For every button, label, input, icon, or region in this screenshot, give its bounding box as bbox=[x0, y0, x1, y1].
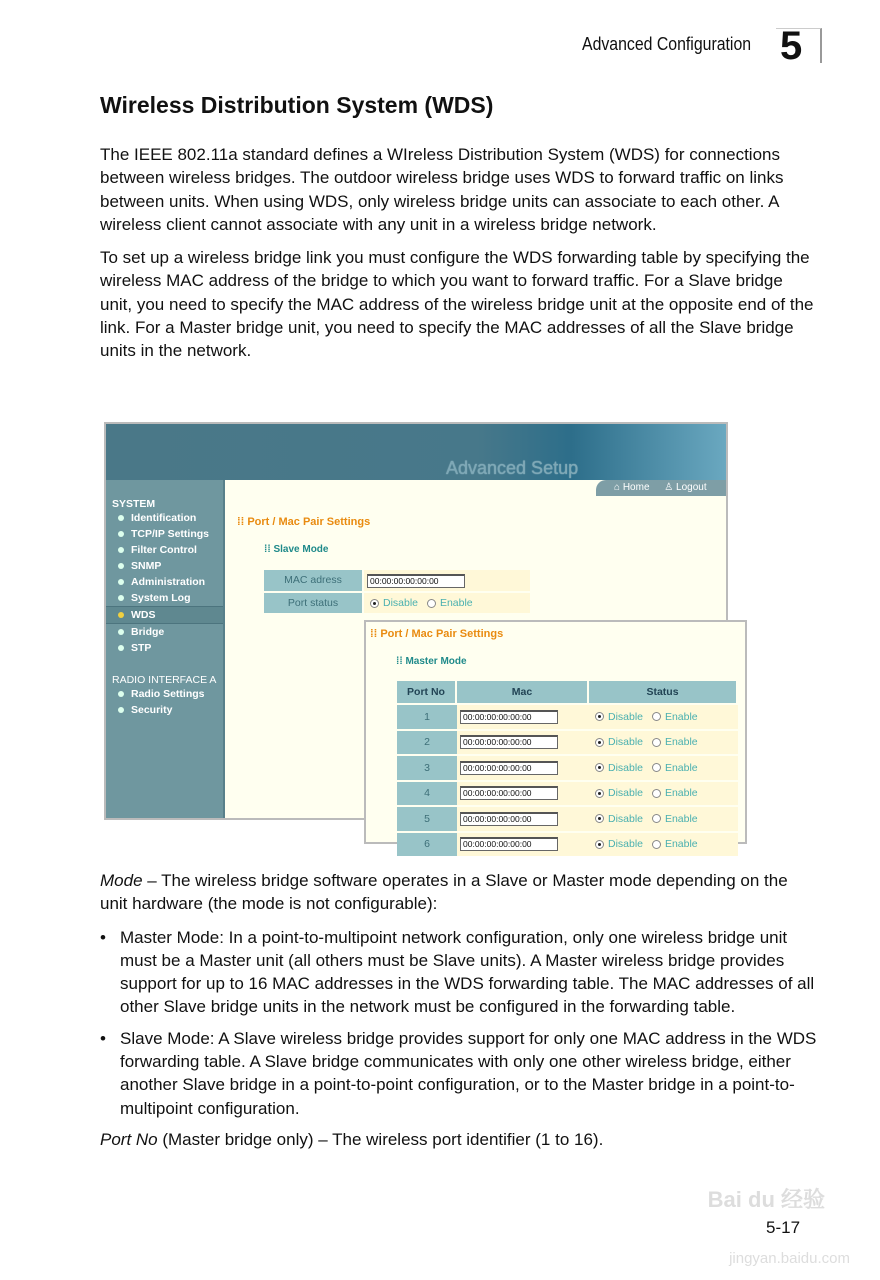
port-number: 6 bbox=[397, 831, 457, 857]
watermark-logo: Bai du 经验 bbox=[707, 1187, 825, 1212]
portno-paragraph bbox=[100, 1128, 818, 1151]
watermark-url: jingyan.baidu.com bbox=[729, 1250, 850, 1267]
bullet-icon bbox=[118, 612, 124, 618]
mac-cell bbox=[364, 570, 530, 591]
section-heading-text: Port / Mac Pair Settings bbox=[247, 516, 371, 528]
disable-radio[interactable] bbox=[595, 789, 604, 798]
term: Port No bbox=[100, 1129, 158, 1149]
page-number: 5-17 bbox=[766, 1218, 801, 1237]
grid-icon: ⁞⁞ bbox=[396, 656, 406, 667]
enable-radio[interactable] bbox=[652, 738, 661, 747]
running-header: Advanced Configuration bbox=[582, 34, 752, 54]
sidebar-item-administration[interactable] bbox=[106, 574, 223, 590]
sidebar-item-system-log[interactable] bbox=[106, 590, 223, 606]
bullet-item: • Master Mode: In a point-to-multipoint network configuration, only one wireless bridge unit must be a Master unit (all others must be Slave units). A Master wireless bridge provides support for up to 16 MAC addresses in the WDS forwarding table. The MAC addresses of all other Slave bridge units in the network must be configured in the forwarding table. bbox=[100, 926, 818, 1019]
bullet-item: • Slave Mode: A Slave wireless bridge provides support for only one MAC address in the WDS forwarding table. A Slave bridge communicates with only one other wireless bridge, either another Slave bridge in a point-to-point configuration, or to the Master bridge in a point-to-multipoint configuration. bbox=[100, 1027, 818, 1120]
definitions-text bbox=[100, 869, 818, 1161]
section-heading bbox=[370, 628, 503, 640]
mac-input[interactable]: 00:00:00:00:00:00 bbox=[460, 837, 558, 851]
sidebar-item-identification[interactable] bbox=[106, 510, 223, 526]
disable-radio[interactable] bbox=[370, 599, 379, 608]
grid-icon: ⁞⁞ bbox=[237, 516, 245, 528]
intro-text bbox=[100, 143, 818, 373]
table-row bbox=[397, 754, 738, 780]
sidebar-item-label: Filter Control bbox=[131, 544, 197, 556]
enable-radio[interactable] bbox=[652, 814, 661, 823]
sidebar-item-filter-control[interactable] bbox=[106, 542, 223, 558]
sidebar-item-wds[interactable] bbox=[106, 606, 223, 624]
mac-cell bbox=[457, 703, 589, 729]
bullet-icon bbox=[118, 579, 124, 585]
chapter-number: 5 bbox=[776, 28, 822, 63]
enable-label: Enable bbox=[664, 838, 698, 851]
enable-label: Enable bbox=[664, 710, 698, 723]
enable-label: Enable bbox=[439, 597, 473, 609]
disable-label: Disable bbox=[608, 710, 644, 723]
sidebar-section-radio: RADIO INTERFACE A bbox=[112, 674, 217, 686]
port-number: 2 bbox=[397, 729, 457, 755]
disable-label: Disable bbox=[608, 736, 644, 749]
disable-radio[interactable] bbox=[595, 814, 604, 823]
bullet-icon bbox=[118, 547, 124, 553]
definition: (Master bridge only) – The wireless port identifier (1 to 16). bbox=[157, 1129, 604, 1149]
bullet-icon bbox=[118, 707, 124, 713]
bullet-icon bbox=[118, 595, 124, 601]
mac-cell bbox=[457, 831, 589, 857]
status-cell bbox=[589, 754, 738, 780]
mac-cell bbox=[457, 805, 589, 831]
sidebar-item-label: Radio Settings bbox=[131, 688, 205, 700]
mac-input[interactable]: 00:00:00:00:00:00 bbox=[460, 786, 558, 800]
sidebar-item-label: Security bbox=[131, 704, 173, 716]
mac-input[interactable]: 00:00:00:00:00:00 bbox=[460, 812, 558, 826]
definition: – The wireless bridge software operates in a Slave or Master mode depending on the unit hardware (the mode is not configurable): bbox=[100, 871, 788, 914]
table-row bbox=[397, 780, 738, 806]
enable-radio[interactable] bbox=[652, 712, 661, 721]
logout-icon: ♙ bbox=[664, 482, 674, 493]
port-number: 5 bbox=[397, 805, 457, 831]
logout-link[interactable]: Logout bbox=[676, 482, 707, 493]
enable-radio[interactable] bbox=[427, 599, 436, 608]
port-status-label: Port status bbox=[264, 593, 362, 613]
master-mode-heading-text: Master Mode bbox=[405, 656, 467, 667]
disable-label: Disable bbox=[608, 812, 644, 825]
sidebar-item-label: Administration bbox=[131, 576, 206, 588]
port-mac-table bbox=[397, 681, 738, 856]
grid-icon: ⁞⁞ bbox=[370, 628, 378, 640]
mac-input[interactable]: 00:00:00:00:00:00 bbox=[460, 735, 558, 749]
sidebar-section-system: SYSTEM bbox=[112, 498, 156, 510]
column-header-port: Port No bbox=[397, 681, 457, 703]
paragraph: To set up a wireless bridge link you must configure the WDS forwarding table by specifying the wireless MAC address of the bridge to which you want to forward traffic. For a Slave bridge unit, you need to specify the MAC address of the wireless bridge unit at the opposite end of the link. For a Master bridge unit, you need to specify the MAC addresses of all the Slave bridge units in the network. bbox=[100, 248, 814, 361]
status-cell bbox=[589, 703, 738, 729]
bullet-icon bbox=[118, 531, 124, 537]
disable-radio[interactable] bbox=[595, 738, 604, 747]
disable-label: Disable bbox=[608, 787, 644, 800]
disable-label: Disable bbox=[383, 597, 419, 609]
sidebar-item-label: STP bbox=[131, 642, 152, 654]
disable-radio[interactable] bbox=[595, 840, 604, 849]
disable-radio[interactable] bbox=[595, 712, 604, 721]
mac-cell bbox=[457, 729, 589, 755]
port-number: 1 bbox=[397, 703, 457, 729]
home-icon: ⌂ bbox=[614, 482, 621, 493]
app-title: Advanced Setup bbox=[446, 458, 579, 478]
sidebar-item-stp[interactable] bbox=[106, 640, 223, 656]
enable-radio[interactable] bbox=[652, 789, 661, 798]
sidebar-item-label: TCP/IP Settings bbox=[131, 528, 209, 540]
mac-cell bbox=[457, 780, 589, 806]
table-header-row bbox=[397, 681, 738, 703]
table-row bbox=[397, 831, 738, 857]
sidebar-item-snmp[interactable] bbox=[106, 558, 223, 574]
sidebar-item-radio-settings[interactable] bbox=[106, 686, 223, 702]
table-row bbox=[397, 805, 738, 831]
page-title: Wireless Distribution System (WDS) bbox=[100, 92, 494, 118]
port-number: 3 bbox=[397, 754, 457, 780]
sidebar-item-label: Identification bbox=[131, 512, 197, 524]
column-header-status: Status bbox=[589, 681, 738, 703]
bullet-icon bbox=[118, 629, 124, 635]
bullet-icon bbox=[118, 563, 124, 569]
enable-label: Enable bbox=[664, 812, 698, 825]
disable-label: Disable bbox=[608, 838, 644, 851]
column-header-mac: Mac bbox=[457, 681, 589, 703]
enable-radio[interactable] bbox=[652, 763, 661, 772]
disable-radio[interactable] bbox=[595, 763, 604, 772]
mac-input[interactable]: 00:00:00:00:00:00 bbox=[460, 761, 558, 775]
slave-mode-heading-text: Slave Mode bbox=[273, 544, 329, 555]
disable-label: Disable bbox=[608, 761, 644, 774]
top-nav bbox=[596, 480, 726, 496]
mac-cell bbox=[457, 754, 589, 780]
master-mode-heading bbox=[396, 656, 467, 667]
sidebar-item-bridge[interactable] bbox=[106, 624, 223, 640]
sidebar-item-tcpip[interactable] bbox=[106, 526, 223, 542]
app-header bbox=[106, 424, 726, 480]
enable-label: Enable bbox=[664, 736, 698, 749]
grid-icon: ⁞⁞ bbox=[264, 544, 274, 555]
slave-mode-heading bbox=[264, 544, 328, 555]
bullet-icon bbox=[118, 515, 124, 521]
sidebar-item-security[interactable] bbox=[106, 702, 223, 718]
paragraph: The IEEE 802.11a standard defines a WIreless Distribution System (WDS) for connections between wireless bridges. The outdoor wireless bridge uses WDS to forward traffic on links between units. When using WDS, only wireless bridge units can associate to each other. A wireless client cannot associate with any unit in a wireless bridge network. bbox=[100, 145, 784, 234]
status-cell bbox=[589, 805, 738, 831]
section-heading-text: Port / Mac Pair Settings bbox=[380, 628, 504, 640]
enable-label: Enable bbox=[664, 787, 698, 800]
status-cell bbox=[589, 729, 738, 755]
mac-address-label: MAC adress bbox=[264, 570, 362, 591]
sidebar-item-label: SNMP bbox=[131, 560, 162, 572]
sidebar-item-label: System Log bbox=[131, 592, 191, 604]
term: Mode bbox=[100, 871, 143, 890]
master-mode-screenshot bbox=[364, 620, 747, 851]
port-status-radio-group bbox=[364, 593, 530, 613]
status-cell bbox=[589, 831, 738, 857]
mac-address-input[interactable]: 00:00:00:00:00:00 bbox=[367, 574, 465, 588]
mode-paragraph bbox=[100, 869, 818, 916]
table-row bbox=[397, 703, 738, 729]
sidebar bbox=[106, 480, 225, 818]
section-heading bbox=[237, 516, 370, 528]
sidebar-item-label: WDS bbox=[131, 609, 156, 621]
enable-radio[interactable] bbox=[652, 840, 661, 849]
bullet-icon bbox=[118, 645, 124, 651]
home-link[interactable]: Home bbox=[622, 482, 650, 493]
mac-input[interactable]: 00:00:00:00:00:00 bbox=[460, 710, 558, 724]
sidebar-item-label: Bridge bbox=[131, 626, 165, 638]
bullet-icon bbox=[118, 691, 124, 697]
status-cell bbox=[589, 780, 738, 806]
enable-label: Enable bbox=[664, 761, 698, 774]
port-number: 4 bbox=[397, 780, 457, 806]
table-row bbox=[397, 729, 738, 755]
